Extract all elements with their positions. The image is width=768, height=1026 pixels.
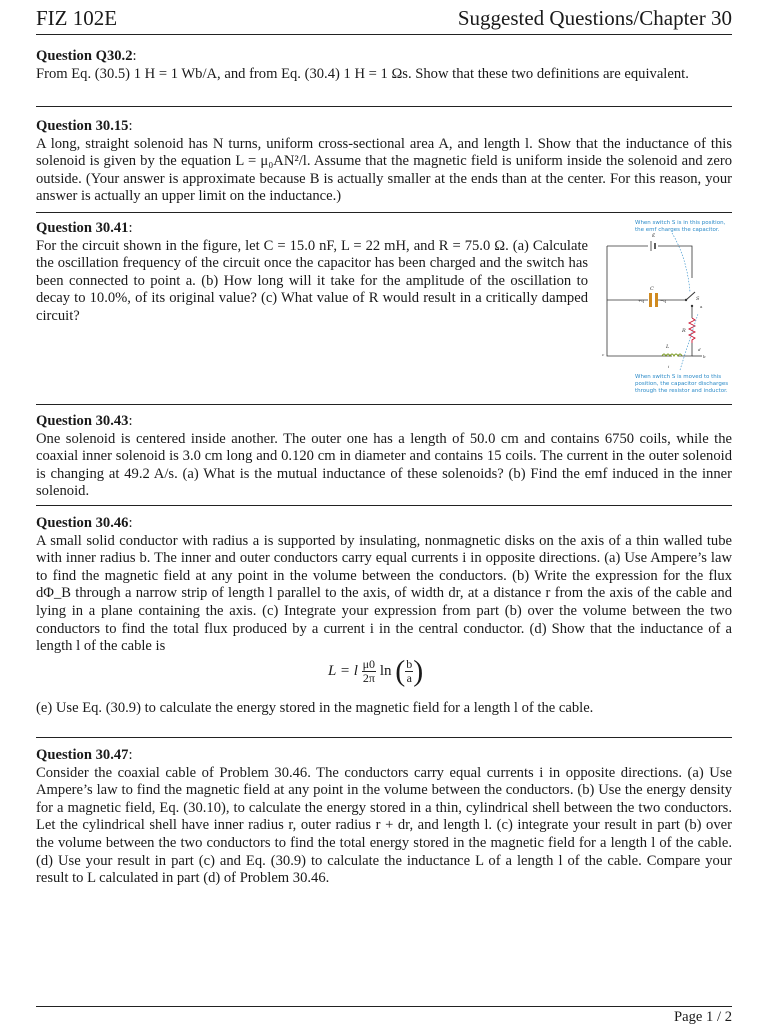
question-30-47: Question 30.47: Consider the coaxial cable of Problem 30.46. The conductors carry equal currents i in opposite directions. (a) Use Ampere’s law to find the magnetic field at any point in the volume between the conductors. (b) Use the energy density for a magnetic field, Eq. (30.10), to calculate the energy stored in a thin, cylindrical shell between the two conductors. Let the cylindrical shell have inner radius r, outer radius r + dr, and length l. (c) integrate your result in part (b) over the volume between the two conductors to find the total energy stored in the magnetic field for a length l of the cable. (d) Use your result in part (c) and Eq. (30.9) to calculate the inductance L of a length l of the cable. Compare your result to L calculated in part (d) of Problem 30.46. (36, 747, 732, 887)
formula-denominator: 2π (362, 670, 375, 685)
mu-over-2pi (362, 658, 376, 685)
label-a: a (700, 304, 703, 309)
caption-bottom-line3: through the resistor and inductor. (635, 388, 728, 394)
question-30-15: Question 30.15: A long, straight solenoid has N turns, uniform cross-sectional area A, and length l. Show that the inductance of this solenoid is given by the equation L = μ₀AN²/l. Assume that the magnetic field is uniform inside the solenoid and zero outside. (Your answer is approximate because B is actually smaller at the ends than at the center. For this reason, your answer is actually an upper limit on the inductance.) (36, 118, 732, 205)
label-c: c (602, 352, 605, 357)
caption-top-line2: the emf charges the capacitor. (635, 227, 720, 233)
label-switch: S (696, 296, 700, 302)
question-body: From Eq. (30.5) 1 H = 1 Wb/A, and from Eq. (30.4) 1 H = 1 Ωs. Show that these two definitions are equivalent. (36, 65, 689, 82)
divider (36, 404, 732, 405)
document-title: Suggested Questions/Chapter 30 (457, 6, 732, 30)
label-plus-q: +q (638, 298, 644, 303)
label-d: d (698, 347, 701, 352)
battery-icon (651, 241, 655, 251)
question-title: Question 30.46 (36, 515, 129, 531)
circuit-wires (607, 246, 702, 356)
capacitor-icon (649, 293, 658, 307)
label-current: i (668, 364, 670, 369)
formula-numerator: μ0 (362, 656, 376, 671)
question-title: Question 30.15 (36, 118, 129, 134)
formula-lhs: L = l (328, 662, 358, 679)
course-code: FIZ 102E (36, 6, 118, 30)
question-title: Question 30.43 (36, 413, 129, 429)
formula-ln: ln (379, 662, 392, 679)
question-title: Question 30.47 (36, 747, 129, 763)
label-emf: ε (652, 232, 656, 239)
question-30-46: Question 30.46: A small solid conductor with radius a is supported by insulating, nonmagnetic disks on the axis of a thin walled tube with inner radius b. The inner and outer conductors carry equal currents i in opposite directions. (a) Use Ampere’s law to find the magnetic field at any point in the volume between the conductors. (b) Write the expression for the flux dΦ_B through a narrow strip of length l parallel to the axis, of width dr, at a distance r from the axis of the cable and lying in a plane containing the axis. (c) Integrate your expression from part (b) over the volume between the two conductors to find the total flux produced by a current i in the central conductor. (d) Show that the inductance of a length l of the cable is L = l $\frac{\mu 0}{2\pi}$ ln ( $\frac{b}{a}$ ) (e) Use Eq. (30.9) to calculate the energy stored in the magnetic field for a length l of the cable. (36, 515, 732, 716)
question-body: For the circuit shown in the figure, let C = 15.0 nF, L = 22 mH, and R = 75.0 Ω. (a) Calculate the oscillation frequency of the circuit once the capacitor has been charged and the switch has been connected to point a. (b) How long will it take for the amplitude of the oscillation to decay to 10.0%, of its original value? (c) What value of R would result in a critically damped circuit? (36, 237, 588, 324)
divider (36, 212, 732, 213)
switch-icon (685, 292, 695, 307)
formula-a: a (406, 670, 412, 685)
resistor-icon (689, 318, 695, 343)
caption-bottom-line1: When switch S is moved to this (635, 374, 722, 380)
question-body: A small solid conductor with radius a is supported by insulating, nonmagnetic disks on the axis of a thin walled tube with inner radius b. The inner and outer conductors carry equal currents i in opposite directions. (a) Use Ampere’s law to find the magnetic field at any point in the volume between the conductors. (b) Write the expression for the flux dΦ_B through a narrow strip of length l parallel to the axis, of width dr, at a distance r from the axis of the cable and lying in a plane containing the axis. (c) Integrate your expression from part (b) over the volume between the two conductors to find the total flux produced by a current i in the central conductor. (d) Show that the inductance of a length l of the cable is (36, 532, 732, 655)
question-body: A long, straight solenoid has N turns, uniform cross-sectional area A, and length l. Show that the inductance of this solenoid is given by the equation L = μ₀AN²/l. Assume that the magnetic field is uniform inside the solenoid and zero outside. (Your answer is approximate because B is actually smaller at the ends than at the center. For this reason, your answer is actually an upper limit on the inductance.) (36, 135, 732, 205)
question-30-41: Question 30.41: For the circuit shown in the figure, let C = 15.0 nF, L = 22 mH, and R = 75.0 Ω. (a) Calculate the oscillation frequency of the circuit once the capacitor has been charged and the switch has been connected to point a. (b) How long will it take for the amplitude of the oscillation to decay to 10.0%, of its original value? (c) What value of R would result in a critically damped circuit? (36, 220, 588, 324)
footer-divider (36, 1006, 732, 1007)
caption-bottom-line2: position, the capacitor discharges (635, 381, 729, 387)
label-minus-q: −q (660, 298, 666, 303)
lrc-circuit-figure (602, 218, 732, 398)
callout-lines (672, 233, 698, 370)
formula-b: b (406, 656, 413, 671)
label-b: b (703, 354, 706, 359)
label-inductor: L (666, 344, 670, 350)
question-q30-2: Question Q30.2: From Eq. (30.5) 1 H = 1 Wb/A, and from Eq. (30.4) 1 H = 1 Ωs. Show that these two definitions are equivalent. (36, 48, 732, 83)
question-body: Consider the coaxial cable of Problem 30.46. The conductors carry equal currents i in opposite directions. (a) Use Ampere’s law to find the magnetic field at any point in the volume between the conductors. (b) Use the energy density for a magnetic field, Eq. (30.10), to calculate the energy stored in a thin, cylindrical shell between the two conductors. Let the cylindrical shell have inner radius r, outer radius r + dr, and length l. (c) integrate your result in part (b) over the volume between the two conductors to find the total energy stored in the magnetic field for a length l of the cable. (d) Use your result in part (c) and Eq. (30.9) to calculate the inductance L of a length l of the cable. Compare your result to L calculated in part (d) of Problem 30.46. (36, 764, 732, 887)
question-body: One solenoid is centered inside another. The outer one has a length of 50.0 cm and contains 6750 coils, while the coaxial inner solenoid is 3.0 cm long and 0.120 cm in diameter and contains 15 coils. The current in the outer solenoid is changing at 49.2 A/s. (a) What is the mutual inductance of these solenoids? (b) Find the emf induced in the inner solenoid. (36, 430, 732, 500)
page-header (36, 4, 732, 35)
question-body-part-e: (e) Use Eq. (30.9) to calculate the energy stored in the magnetic field for a length l of the cable. (36, 699, 594, 716)
question-title: Question 30.41 (36, 220, 129, 236)
page-number: Page 1 / 2 (674, 1009, 732, 1025)
divider (36, 505, 732, 506)
divider (36, 737, 732, 738)
question-30-43: Question 30.43: One solenoid is centered inside another. The outer one has a length of 50.0 cm and contains 6750 coils, while the coaxial inner solenoid is 3.0 cm long and 0.120 cm in diameter and contains 15 coils. The current in the outer solenoid is changing at 49.2 A/s. (a) What is the mutual inductance of these solenoids? (b) Find the emf induced in the inner solenoid. (36, 413, 732, 500)
inductance-formula: L = l $\frac{\mu 0}{2\pi}$ ln ( $\frac{b}{a}$ ) (328, 654, 424, 688)
divider (36, 106, 732, 107)
caption-top-line1: When switch S is in this position, (635, 220, 726, 226)
question-title: Question Q30.2 (36, 48, 133, 64)
label-resistor: R (682, 328, 686, 334)
label-capacitor: C (650, 286, 654, 292)
